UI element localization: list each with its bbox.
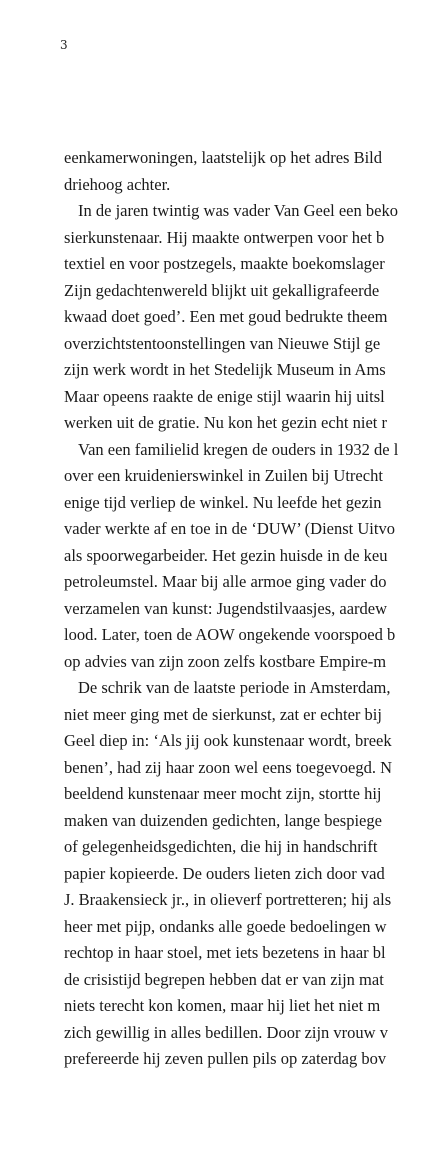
text-line: sierkunstenaar. Hij maakte ontwerpen voor het b xyxy=(64,227,385,247)
text-line: over een kruidenierswinkel in Zuilen bij Utrecht xyxy=(64,466,383,485)
text-line: lood. Later, toen de AOW ongekende voorspoed b xyxy=(64,625,396,644)
text-line: Geel diep in: ‘Als jij ook kunstenaar wordt, breek xyxy=(64,731,392,750)
text-line: driehoog achter. xyxy=(64,174,171,194)
text-line: niet meer ging met de sierkunst, zat er echter bij xyxy=(64,704,382,724)
text-line: Zijn gedachtenwereld blijkt uit gekalligrafeerde xyxy=(64,280,380,300)
text-line: overzichtstentoonstellingen van Nieuwe Stijl ge xyxy=(64,333,381,353)
body-text xyxy=(64,145,448,1073)
text-line: benen’, had zij haar zoon wel eens toegevoegd. N xyxy=(64,757,393,777)
text-line: niets terecht kon komen, maar hij liet het niet m xyxy=(64,996,381,1015)
text-line: de crisistijd begrepen hebben dat er van zijn mat xyxy=(64,969,384,989)
text-line: vader werkte af en toe in de ‘DUW’ (Dienst Uitvo xyxy=(64,519,395,538)
text-line: prefereerde hij zeven pullen pils op zaterdag bov xyxy=(64,1049,387,1068)
page-number: 3 xyxy=(60,38,68,52)
text-line: werken uit de gratie. Nu kon het gezin echt niet r xyxy=(64,413,388,432)
text-line: maken van duizenden gedichten, lange bespiege xyxy=(64,810,382,830)
text-line: J. Braakensieck jr., in olieverf portretteren; hij als xyxy=(64,890,392,909)
text-line: of gelegenheidsgedichten, die hij in handschrift xyxy=(64,837,378,856)
text-line: Maar opeens raakte de enige stijl waarin hij uitsl xyxy=(64,386,385,406)
text-line: zich gewillig in alles bedillen. Door zijn vrouw v xyxy=(64,1022,388,1042)
text-line: als spoorwegarbeider. Het gezin huisde in de keu xyxy=(64,545,388,565)
text-line: petroleumstel. Maar bij alle armoe ging vader do xyxy=(64,572,387,591)
text-line: verzamelen van kunst: Jugendstilvaasjes, aardew xyxy=(64,598,388,618)
text-line: enige tijd verliep de winkel. Nu leefde het gezin xyxy=(64,492,382,512)
text-line: textiel en voor postzegels, maakte boekomslager xyxy=(64,254,385,273)
text-line: In de jaren twintig was vader Van Geel een beko xyxy=(78,201,398,220)
text-line: papier kopieerde. De ouders lieten zich door vad xyxy=(64,863,385,883)
text-line: op advies van zijn zoon zelfs kostbare Empire-m xyxy=(64,651,387,671)
text-line: kwaad doet goed’. Een met goud bedrukte theem xyxy=(64,307,388,326)
text-line: zijn werk wordt in het Stedelijk Museum in Ams xyxy=(64,360,386,379)
text-line: heer met pijp, ondanks alle goede bedoelingen w xyxy=(64,916,387,936)
text-line: Van een familielid kregen de ouders in 1932 de l xyxy=(78,439,399,459)
text-line: rechtop in haar stoel, met iets bezetens in haar bl xyxy=(64,943,386,962)
text-line: beeldend kunstenaar meer mocht zijn, stortte hij xyxy=(64,784,382,803)
text-line: De schrik van de laatste periode in Amsterdam, xyxy=(78,678,391,697)
text-line: eenkamerwoningen, laatstelijk op het adres Bild xyxy=(64,148,382,167)
